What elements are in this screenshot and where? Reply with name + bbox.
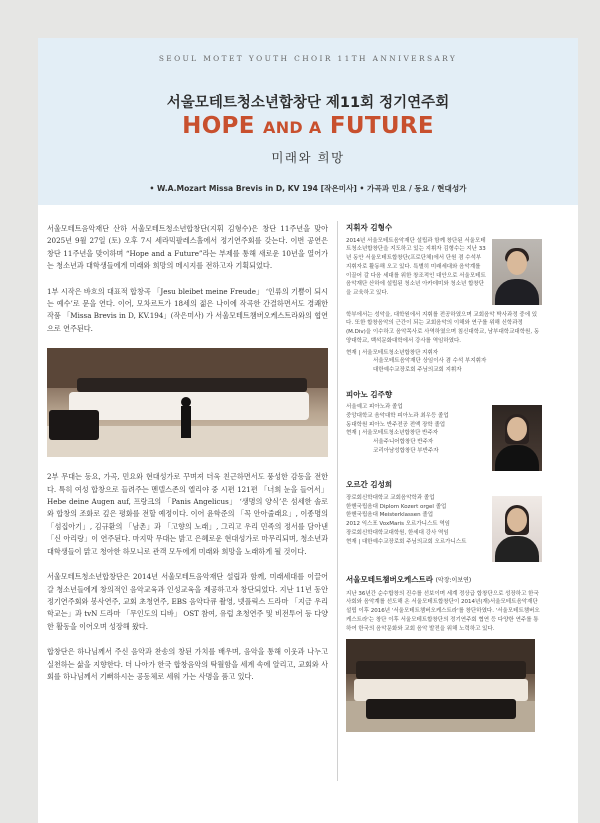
english-title-hope: HOPE bbox=[182, 113, 255, 139]
header-banner bbox=[38, 38, 578, 205]
organist-portrait bbox=[492, 496, 542, 562]
conductor-section bbox=[346, 224, 542, 375]
organist-line-6: 현재 | 대한예수교장로회 주님의교회 오르가니스트 bbox=[346, 538, 467, 545]
conductor-career bbox=[346, 349, 542, 375]
orchestra-name: 서울모테트챔버오케스트라 bbox=[346, 575, 433, 585]
orchestra-bio: 지난 36년간 순수합창의 진수를 선보이며 세계 정상급 합창단으로 성장하고 한국 사회와 음악계를 선도해 온 서울모테트합창단이 2014년(재)서울모테트음악재단 설립 이후 2016년 '서울모테트챔버오케스트라'를 창단하였다. '서울모테트챔버오케스트라'는 창단 이후 서울모테트합창단의 정기연주회 협연 등 다양한 연주를 통하여 한국의 음악문화와 교회 음악 발전을 위해 노력하고 있다. bbox=[346, 590, 540, 632]
pianist-line-4: 현재 | 서울모테트청소년합창단 반주자 bbox=[346, 430, 439, 437]
english-title-and: AND A bbox=[263, 118, 322, 137]
organist-line-2: 한헨국립음대 Diplom Kozert orgel 졸업 bbox=[346, 503, 447, 510]
conductor-career-1: 현재 | 서울모테트청소년합창단 지휘자 bbox=[346, 349, 439, 356]
main-article bbox=[47, 223, 328, 696]
choir-back-rows bbox=[77, 378, 307, 392]
organist-section bbox=[346, 481, 542, 562]
article-paragraph-3: 2부 무대는 동요, 가곡, 민요와 현대성가로 꾸며져 더욱 친근하면서도 풍성한 감동을 전한다. 특히 여성 합창으로 들려주는 멘델스존의 엘리야 중 시편 121편 「너희 눈을 들어서」 Hebe deine Augen auf, 프랑크의 「Panis Angelicus」 ‘생명의 양식’은 섬세한 솔로와 합창의 조화로 깊은 평화를 전할 예정이다. 이어 윤학준의 「꼭 안아줄래요」, 이종명의 「섬집아기」, 김규환의 「남촌」과 「고향의 노래」, 그리고 우리 민족의 정서를 담아낸 「신 아리랑」이 연주된다. 마지막 무대는 밝고 은혜로운 현대성가로 마무리되며, 청소년과 대학생들이 맑고 청아한 하모니로 관객 모두에게 미래와 희망을 노래하게 될 것이다. bbox=[47, 472, 328, 556]
column-divider bbox=[337, 221, 338, 781]
orchestra-white-rows bbox=[354, 679, 528, 701]
concert-program-page bbox=[38, 38, 578, 823]
conductor-portrait bbox=[492, 239, 542, 305]
pianist-line-2: 중앙대학교 음악대학 피아노과 최우등 졸업 bbox=[346, 413, 449, 420]
conductor-career-2: 서울모테트음악재단 상임이사 겸 수석 부지휘자 bbox=[373, 358, 487, 365]
pianist-portrait bbox=[492, 405, 542, 471]
organist-line-4: 2012 익스포 VoxMaris 오르가니스트 역임 bbox=[346, 521, 450, 528]
performers-column bbox=[346, 224, 542, 742]
pianist-line-1: 서울예고 피아노과 졸업 bbox=[346, 404, 403, 411]
orchestra-photo bbox=[346, 639, 535, 732]
grand-piano bbox=[49, 410, 99, 440]
organist-line-1: 장로회신학대학교 교회음악학과 졸업 bbox=[346, 495, 435, 502]
pianist-section bbox=[346, 391, 542, 472]
english-title bbox=[38, 113, 578, 139]
orchestra-choir-rows bbox=[356, 661, 526, 679]
conductor-career-3: 대한예수교장로회 주님의교회 지휘자 bbox=[373, 366, 462, 373]
korean-subtitle: 미래와 희망 bbox=[271, 150, 345, 165]
pianist-title: 피아노 김주향 bbox=[346, 389, 393, 399]
english-title-future: FUTURE bbox=[329, 113, 434, 139]
orchestra-title bbox=[346, 576, 542, 586]
program-line: • W.A.Mozart Missa Brevis in D, KV 194 [작은미사] • 가곡과 민요 / 동요 / 현대성가 bbox=[149, 184, 467, 193]
conductor-bio-2: 학부에서는 성악을, 대학원에서 지휘를 전공하였으며 교회음악 박사과정 중에 있다. 또한 합창음악의 근간이 되는 교회음악의 이해와 연구를 위해 신학과정(M.Div)을 이수하고 음악목사로 사역하였으며 침신대학교, 남부대학교대학원, 동양대학교, 백석문화대학에서 강사를 역임하였다. bbox=[346, 311, 540, 344]
conductor-figure bbox=[181, 406, 191, 438]
organist-line-3: 한헨국립음대 Meisterklassen 졸업 bbox=[346, 512, 434, 519]
pianist-line-6: 코리아남성합창단 부반주자 bbox=[373, 447, 439, 454]
organist-line-5: 장로회신학대학교대학원, 한세대 강사 역임 bbox=[346, 529, 449, 536]
article-paragraph-5: 합창단은 하나님께서 주신 음악과 찬송의 창된 가치를 배우며, 음악을 통해 이웃과 나누고 실천하는 삶을 지향한다. 더 나아가 한국 합창음악의 탁월함을 세계 속에 알리고, 교회와 사회를 하나님께서 기뻐하시는 공동체로 세워 가는 사명을 품고 있다. bbox=[47, 647, 328, 681]
choir-concert-photo bbox=[47, 348, 328, 457]
orchestra-illustration bbox=[346, 639, 535, 732]
article-paragraph-4: 서울모테트청소년합창단은 2014년 서울모테트음악재단 설립과 함께, 미래세대를 이끌어 갈 청소년들에게 창의적인 음악교육과 인성교육을 제공하고자 창단되었다. 지난 11년 동안 정기연주회와 봉사연주, 교회 초청연주, EBS 음악다큐 촬영, 넷플릭스 드라마 「지금 우리 학교는」과 tvN 드라마 「무인도의 디바」 OST 참여, 유럽 초청연주 및 비전투어 등 다양한 활동을 이어오며 성장해 왔다. bbox=[47, 572, 328, 631]
pianist-line-3: 동대학원 피아노 반주전공 전액 장학 졸업 bbox=[346, 421, 446, 428]
orchestra-players bbox=[366, 699, 516, 719]
choir-concert-illustration bbox=[47, 348, 328, 457]
organist-title: 오르간 김성희 bbox=[346, 480, 393, 490]
korean-title: 서울모테트청소년합창단 제11회 정기연주회 bbox=[166, 95, 450, 111]
conductor-bio: 2014년 서울모테트음악재단 설립과 함께 창단된 서울모테트청소년합창단을 지도하고 있는 지휘자 김형수는 지난 33년 동안 서울모테트합창단(프로단체)에서 단원 겸 수석부지휘자로 활동해 오고 있다. 특별히 미래세대와 음악계를 이끌어 갈 다음 세대를 위한 창조적인 대안으로 서울모테트음악재단 산하에 설립된 청소년 아카데미와 청소년 합창단을 교육하고 있다. bbox=[346, 237, 486, 296]
orchestra-section bbox=[346, 576, 542, 732]
orchestra-concertmaster: (악장:이보연) bbox=[435, 577, 472, 585]
article-paragraph-2: 1부 시작은 바흐의 대표적 합창곡 「Jesu bleibet meine Freude」 ‘인류의 기쁨이 되시는 예수’로 문을 연다. 이어, 모차르트가 18세의 젊은 나이에 작곡한 간결하면서도 경쾌한 작품 「Missa Brevis in D, KV.194」(작은미사) 가 서울모테트챔버오케스트라와의 협연으로 연주된다. bbox=[47, 286, 328, 333]
anniversary-line: SEOUL MOTET YOUTH CHOIR 11TH ANNIVERSARY bbox=[158, 54, 458, 63]
pianist-line-5: 서울주니어합창단 반주자 bbox=[373, 439, 434, 446]
conductor-title: 지휘자 김형수 bbox=[346, 223, 393, 232]
article-paragraph-1: 서울모테트음악재단 산하 서울모테트청소년합창단(지휘 김형수)은 창단 11주년을 맞아 2025년 9월 27일 (토) 오후 7시 세라믹팔레스홀에서 정기연주회를 갖는다. 이번 공연은 창단 11주년을 맞이하며 “Hope and a Future”라는 부제를 통해 새로운 10년을 열어가는 청소년과 대학생들에게 미래와 희망의 메시지를 전하고자 기획되었다. bbox=[47, 224, 328, 271]
